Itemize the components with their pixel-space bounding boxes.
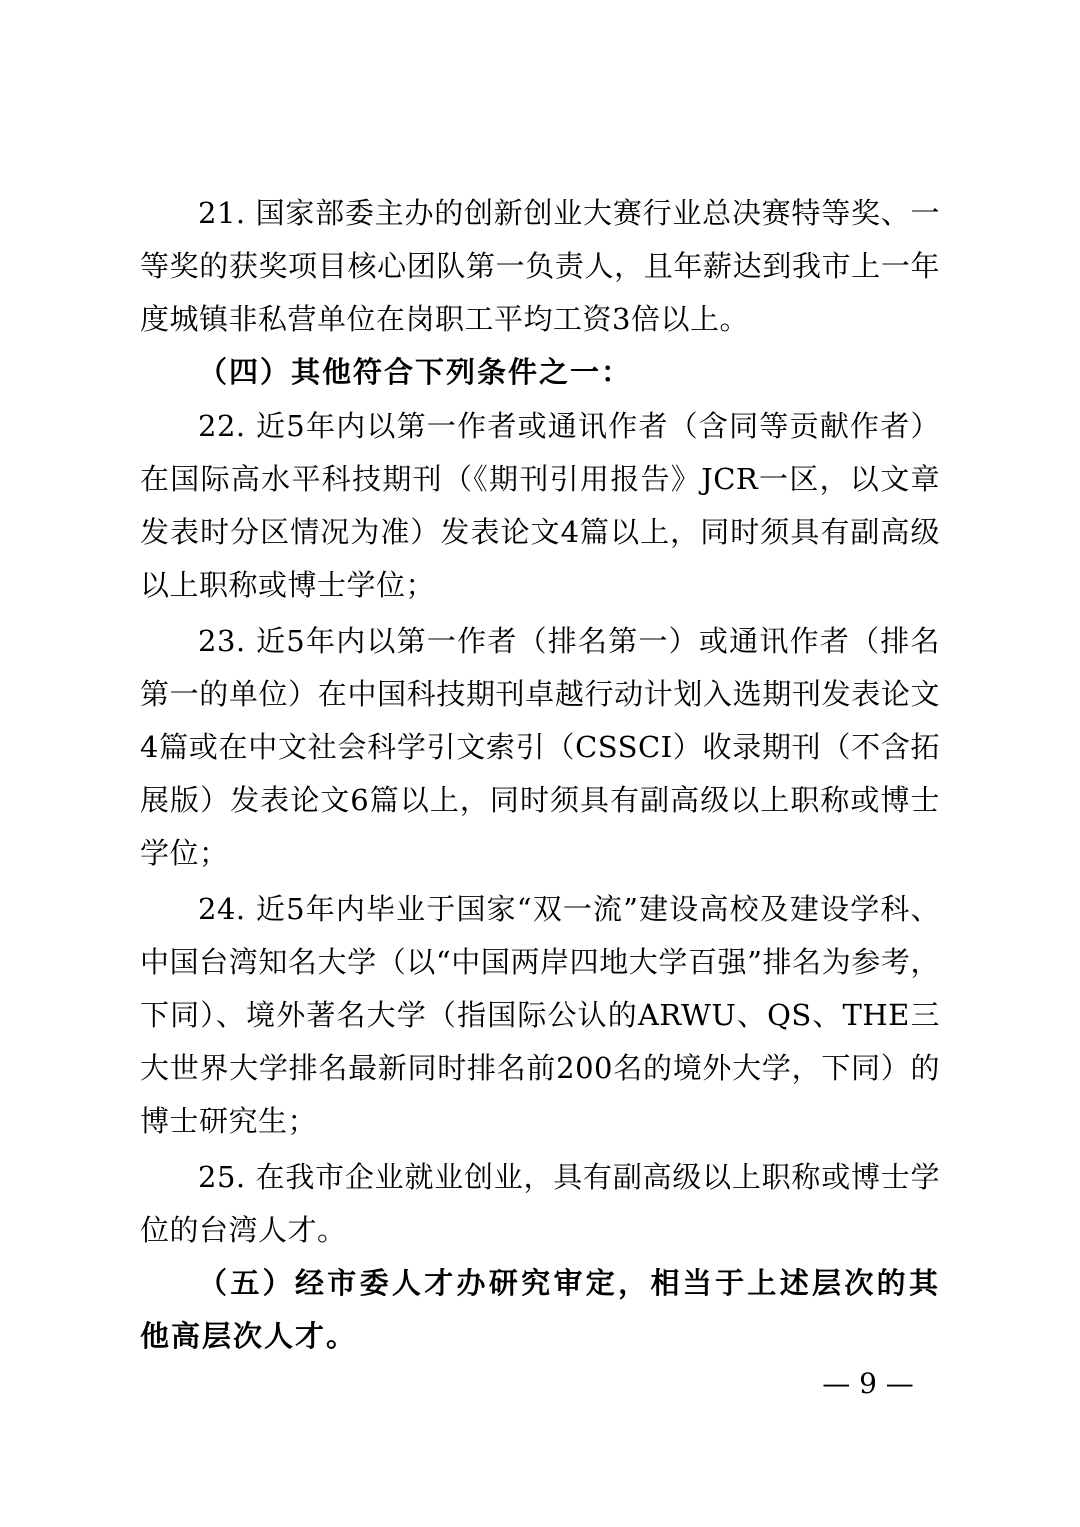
item-25-paragraph: 25. 在我市企业就业创业，具有副高级以上职称或博士学位的台湾人才。	[140, 1160, 940, 1247]
item-24-paragraph: 24. 近5年内毕业于国家“双一流”建设高校及建设学科、中国台湾知名大学（以“中国两岸四地大学百强”排名为参考，下同）、境外著名大学（指国际公认的ARWU、QS、THE三大世界大学排名最新同时排名前200名的境外大学，下同）的博士研究生；	[140, 892, 940, 1138]
item-22-paragraph: 22. 近5年内以第一作者或通讯作者（含同等贡献作者）在国际高水平科技期刊（《期刊引用报告》JCR一区，以文章发表时分区情况为准）发表论文4篇以上，同时须具有副高级以上职称或博士学位；	[140, 409, 940, 602]
section-4-heading: （四）其他符合下列条件之一：	[198, 355, 633, 389]
item-23-paragraph: 23. 近5年内以第一作者（排名第一）或通讯作者（排名第一的单位）在中国科技期刊卓越行动计划入选期刊发表论文4篇或在中文社会科学引文索引（CSSCI）收录期刊（不含拓展版）发表论文6篇以上，同时须具有副高级以上职称或博士学位；	[140, 624, 940, 870]
section-5-heading: （五）经市委人才办研究审定，相当于上述层次的其他高层次人才。	[140, 1266, 940, 1353]
item-21-paragraph: 21. 国家部委主办的创新创业大赛行业总决赛特等奖、一等奖的获奖项目核心团队第一负责人，且年薪达到我市上一年度城镇非私营单位在岗职工平均工资3倍以上。	[140, 196, 940, 336]
page-number: — 9 —	[822, 1367, 914, 1400]
